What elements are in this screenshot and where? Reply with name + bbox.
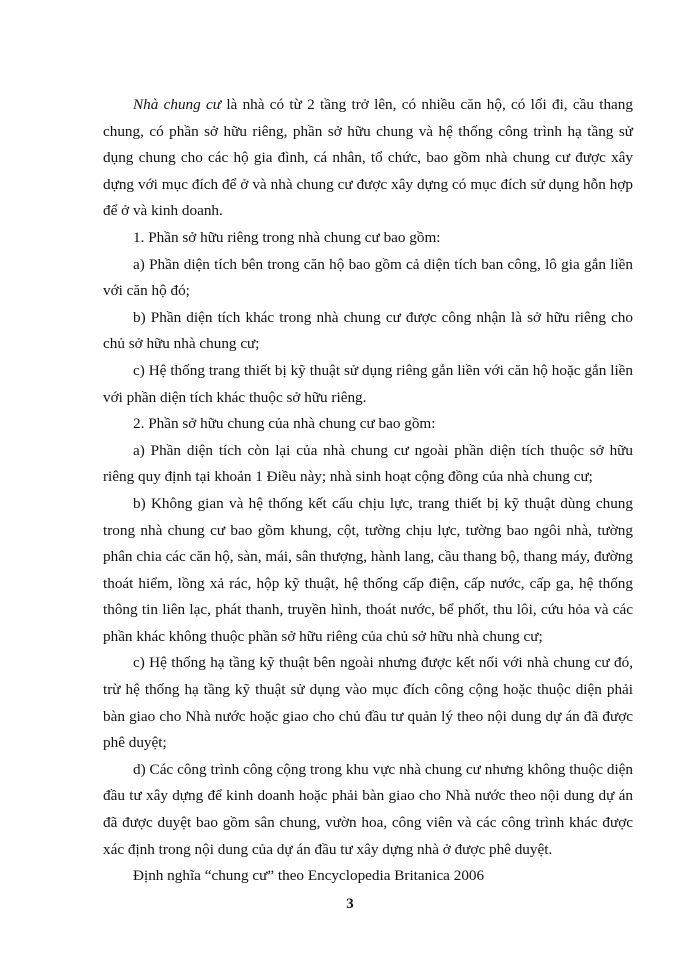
intro-paragraph (103, 92, 633, 225)
definition-source-line: Định nghĩa “chung cư” theo Encyclopedia Britanica 2006 (133, 867, 485, 885)
paragraph-common-d: d) Các công trình công cộng trong khu vực nhà chung cư nhưng không thuộc diện đầu tư xây dựng để kinh doanh hoặc phải bàn giao cho Nhà nước theo nội dung dự án đã được duyệt bao gồm sân chung, vườn hoa, công viên và các công trình khác được xác định trong nội dung của dự án đầu tư xây dựng nhà ở được phê duyệt. (103, 760, 633, 858)
page-number: 3 (346, 896, 354, 912)
defined-term: Nhà chung cư (133, 96, 222, 113)
paragraph-common-a: a) Phần diện tích còn lại của nhà chung cư ngoài phần diện tích thuộc sở hữu riêng quy định tại khoản 1 Điều này; nhà sinh hoạt cộng đồng của nhà chung cư; (103, 441, 633, 486)
intro-text: là nhà có từ 2 tầng trở lên, có nhiều căn hộ, có lối đi, cầu thang chung, có phần sở hữu riêng, phần sở hữu chung và hệ thống công trình hạ tầng sử dụng chung cho các hộ gia đình, cá nhân, tổ chức, bao gồm nhà chung cư được xây dựng với mục đích để ở và nhà chung cư được xây dựng có mục đích sử dụng hỗn hợp để ở và kinh doanh. (103, 96, 633, 220)
body-text (103, 92, 633, 890)
section-heading-private-ownership: 1. Phần sở hữu riêng trong nhà chung cư bao gồm: (133, 228, 441, 246)
paragraph-private-a: a) Phần diện tích bên trong căn hộ bao gồm cả diện tích ban công, lô gia gắn liền với căn hộ đó; (103, 255, 633, 300)
paragraph-common-b: b) Không gian và hệ thống kết cấu chịu lực, trang thiết bị kỹ thuật dùng chung trong nhà chung cư bao gồm khung, cột, tường chịu lực, tường bao ngôi nhà, tường phân chia các căn hộ, sàn, mái, sân thượng, hành lang, cầu thang bộ, thang máy, đường thoát hiểm, lồng xả rác, hộp kỹ thuật, hệ thống cấp điện, cấp nước, cấp ga, hệ thống thông tin liên lạc, phát thanh, truyền hình, thoát nước, bể phốt, thu lôi, cứu hỏa và các phần khác không thuộc phần sở hữu riêng của chủ sở hữu nhà chung cư; (103, 494, 633, 645)
section-heading-common-ownership: 2. Phần sở hữu chung của nhà chung cư bao gồm: (133, 415, 436, 433)
paragraph-private-c: c) Hệ thống trang thiết bị kỹ thuật sử dụng riêng gắn liền với căn hộ hoặc gắn liền với phần diện tích khác thuộc sở hữu riêng. (103, 361, 633, 406)
paragraph-common-c: c) Hệ thống hạ tầng kỹ thuật bên ngoài nhưng được kết nối với nhà chung cư đó, trừ hệ thống hạ tầng kỹ thuật sử dụng vào mục đích công cộng hoặc thuộc diện phải bàn giao cho Nhà nước hoặc giao cho chủ đầu tư quản lý theo nội dung dự án đã được phê duyệt; (103, 654, 633, 752)
paragraph-private-b: b) Phần diện tích khác trong nhà chung cư được công nhận là sở hữu riêng cho chủ sở hữu nhà chung cư; (103, 308, 633, 353)
